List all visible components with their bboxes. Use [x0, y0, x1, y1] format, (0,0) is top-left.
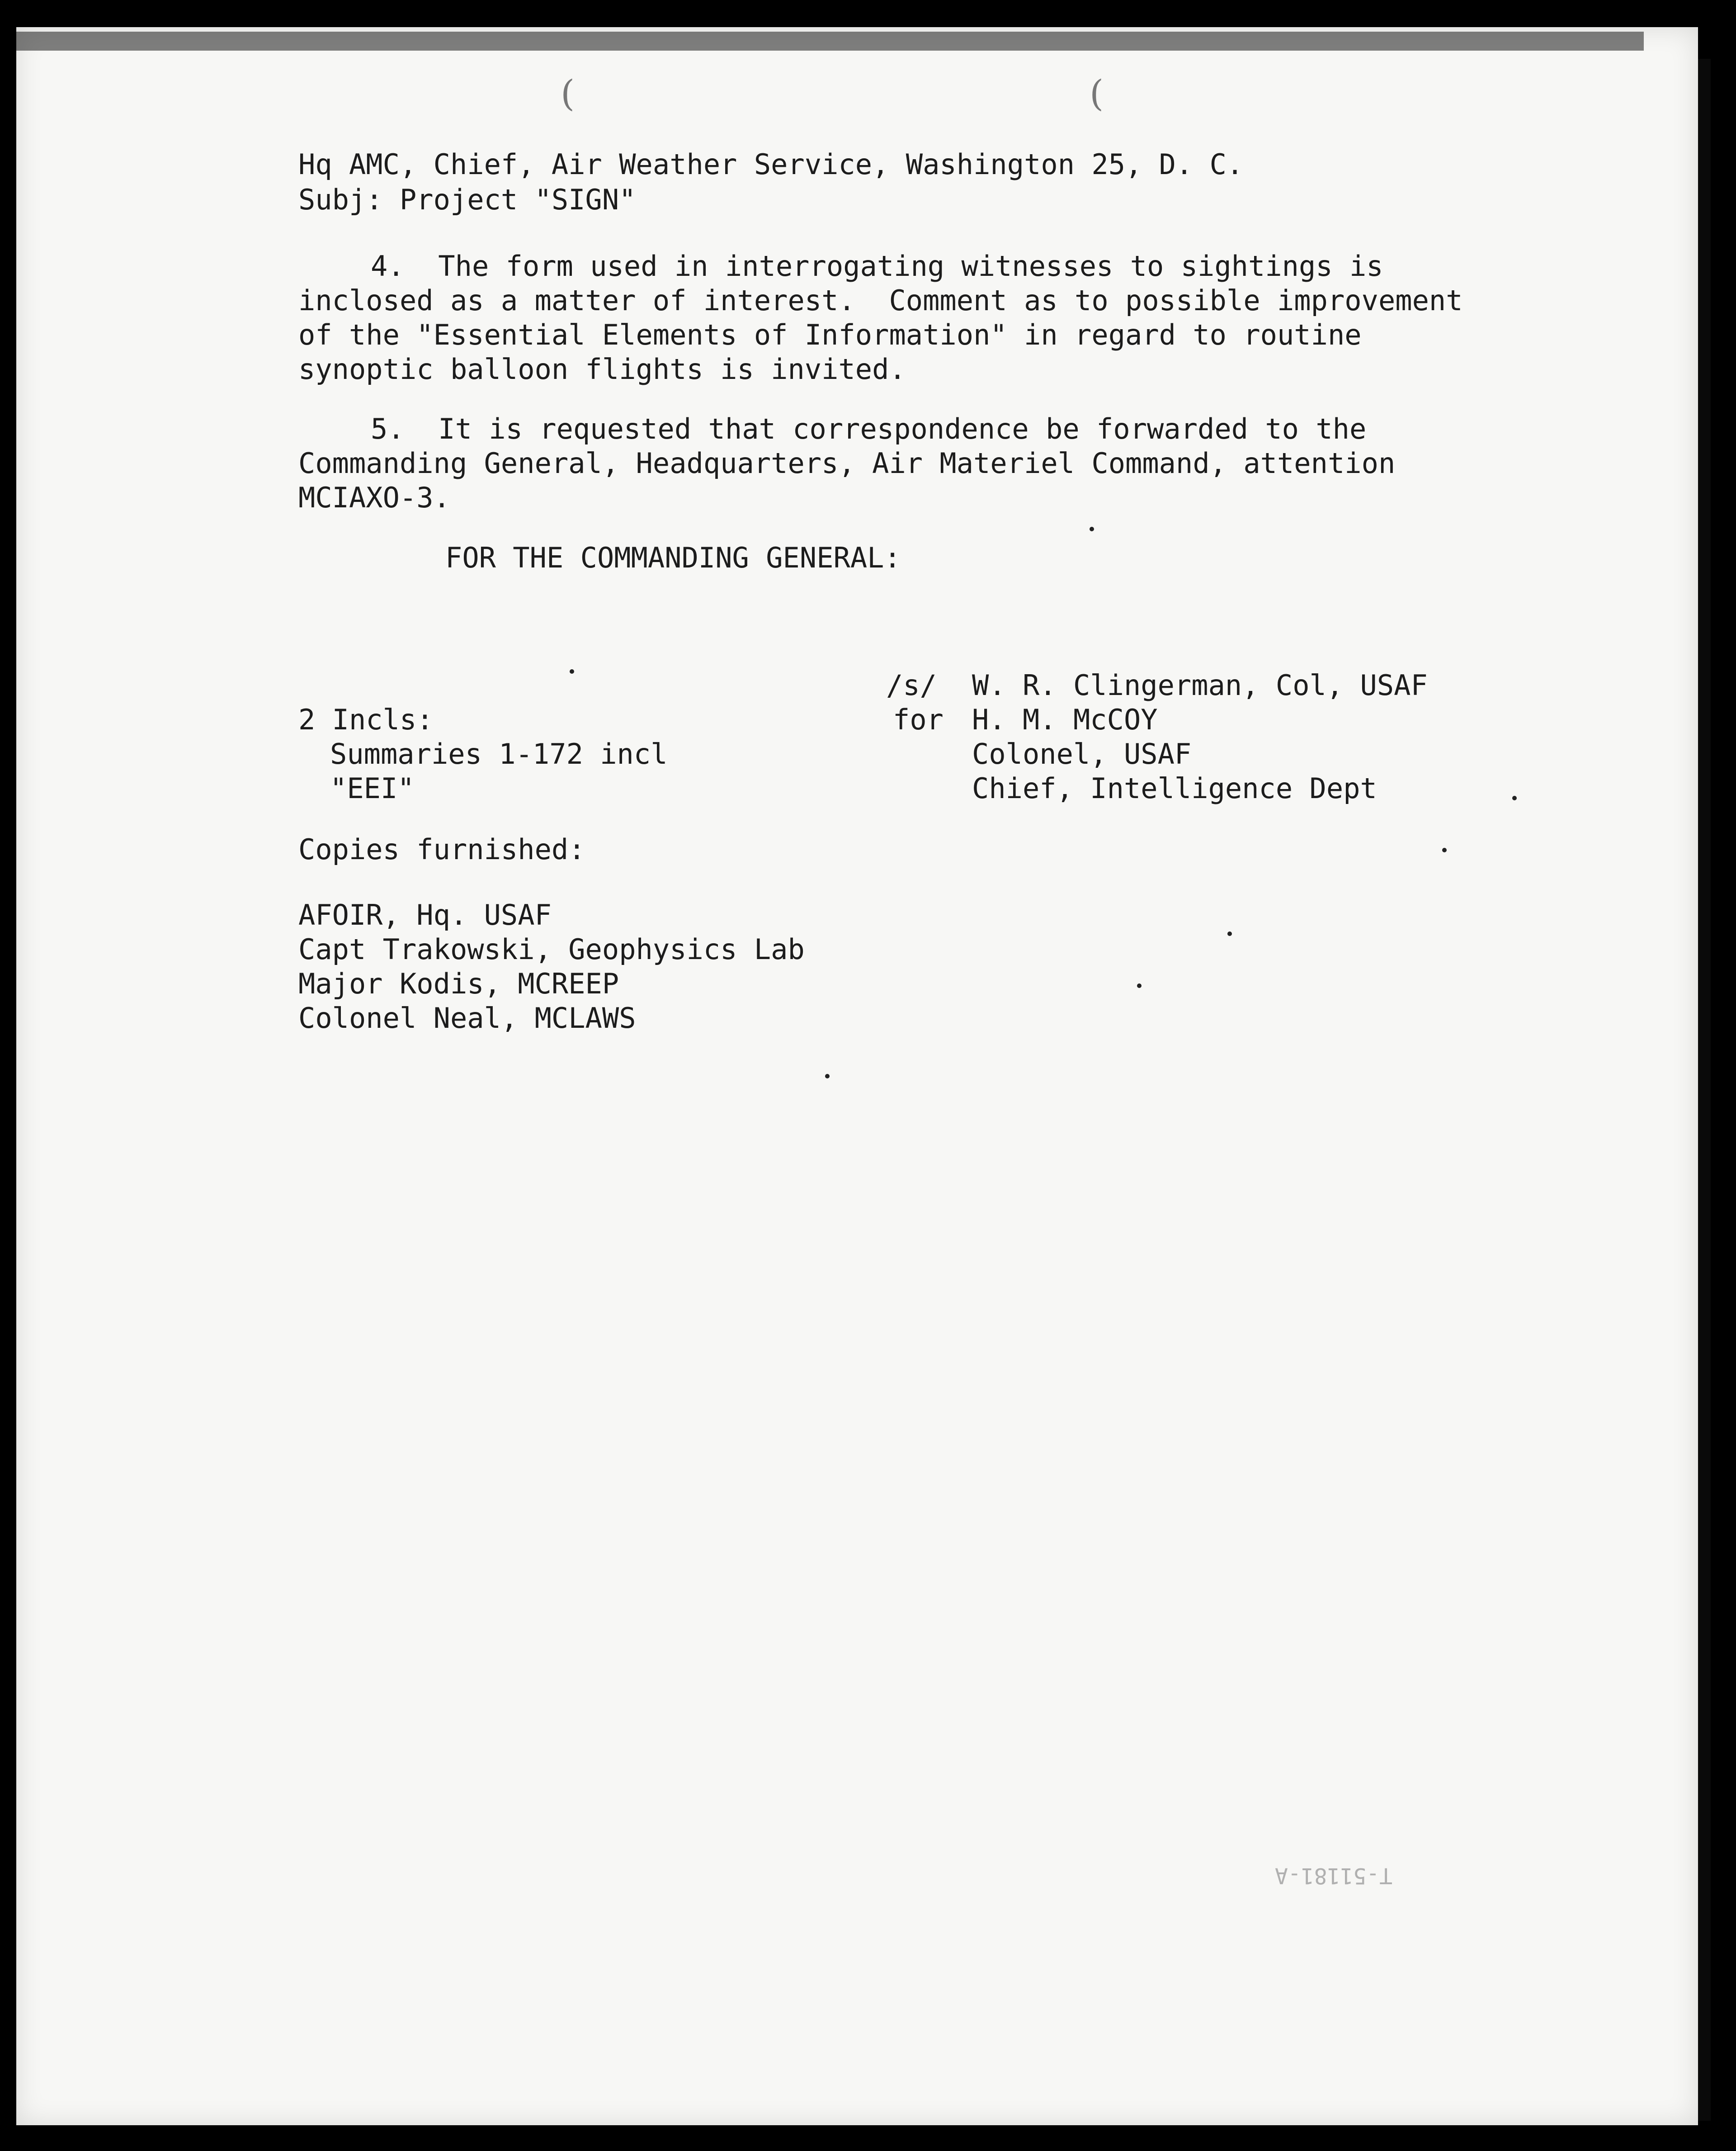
margin-mark-right: ( — [1090, 72, 1104, 114]
scan-edge-top — [16, 32, 1644, 51]
copy-recipient: Capt Trakowski, Geophysics Lab — [298, 933, 805, 966]
header-subject-line: Subj: Project "SIGN" — [298, 183, 636, 216]
signature-name-line: H. M. McCOY — [972, 703, 1158, 736]
margin-mark-left: ( — [561, 72, 575, 114]
closing-line: FOR THE COMMANDING GENERAL: — [445, 541, 901, 574]
paragraph-4-line: inclosed as a matter of interest. Comment as to possible improvement — [298, 284, 1463, 317]
signature-name-line: W. R. Clingerman, Col, USAF — [972, 669, 1428, 702]
scan-edge-right — [1698, 59, 1711, 2121]
file-stamp-number: T-51181-A — [1275, 1863, 1393, 1888]
scan-speck — [1512, 796, 1517, 800]
signature-prefix-for: for — [893, 703, 943, 736]
copies-title: Copies furnished: — [298, 833, 585, 866]
paragraph-4-line: 4. The form used in interrogating witnesses to sightings is — [371, 250, 1383, 283]
paragraph-5-line: Commanding General, Headquarters, Air Materiel Command, attention — [298, 447, 1396, 480]
inclosure-item: Summaries 1-172 incl — [330, 737, 668, 771]
scan-speck — [1137, 983, 1142, 988]
signature-prefix-s: /s/ — [886, 669, 937, 702]
copy-recipient: Major Kodis, MCREEP — [298, 967, 619, 1000]
paragraph-4-line: of the "Essential Elements of Information" in regard to routine — [298, 318, 1362, 351]
paragraph-4-line: synoptic balloon flights is invited. — [298, 353, 906, 386]
copy-recipient: Colonel Neal, MCLAWS — [298, 1002, 636, 1035]
scan-speck — [825, 1074, 830, 1078]
scan-speck — [1090, 527, 1094, 531]
header-address-line: Hq AMC, Chief, Air Weather Service, Washington 25, D. C. — [298, 148, 1244, 181]
scan-speck — [1442, 848, 1447, 852]
scan-speck — [570, 669, 574, 674]
copy-recipient: AFOIR, Hq. USAF — [298, 898, 552, 931]
signature-title-line: Chief, Intelligence Dept — [972, 772, 1377, 805]
inclosures-title: 2 Incls: — [298, 703, 434, 736]
paragraph-5-line: 5. It is requested that correspondence be forwarded to the — [371, 412, 1367, 445]
signature-title-line: Colonel, USAF — [972, 737, 1192, 771]
scan-speck — [1227, 931, 1232, 936]
paragraph-5-line: MCIAXO-3. — [298, 481, 450, 514]
inclosure-item: "EEI" — [330, 772, 415, 805]
